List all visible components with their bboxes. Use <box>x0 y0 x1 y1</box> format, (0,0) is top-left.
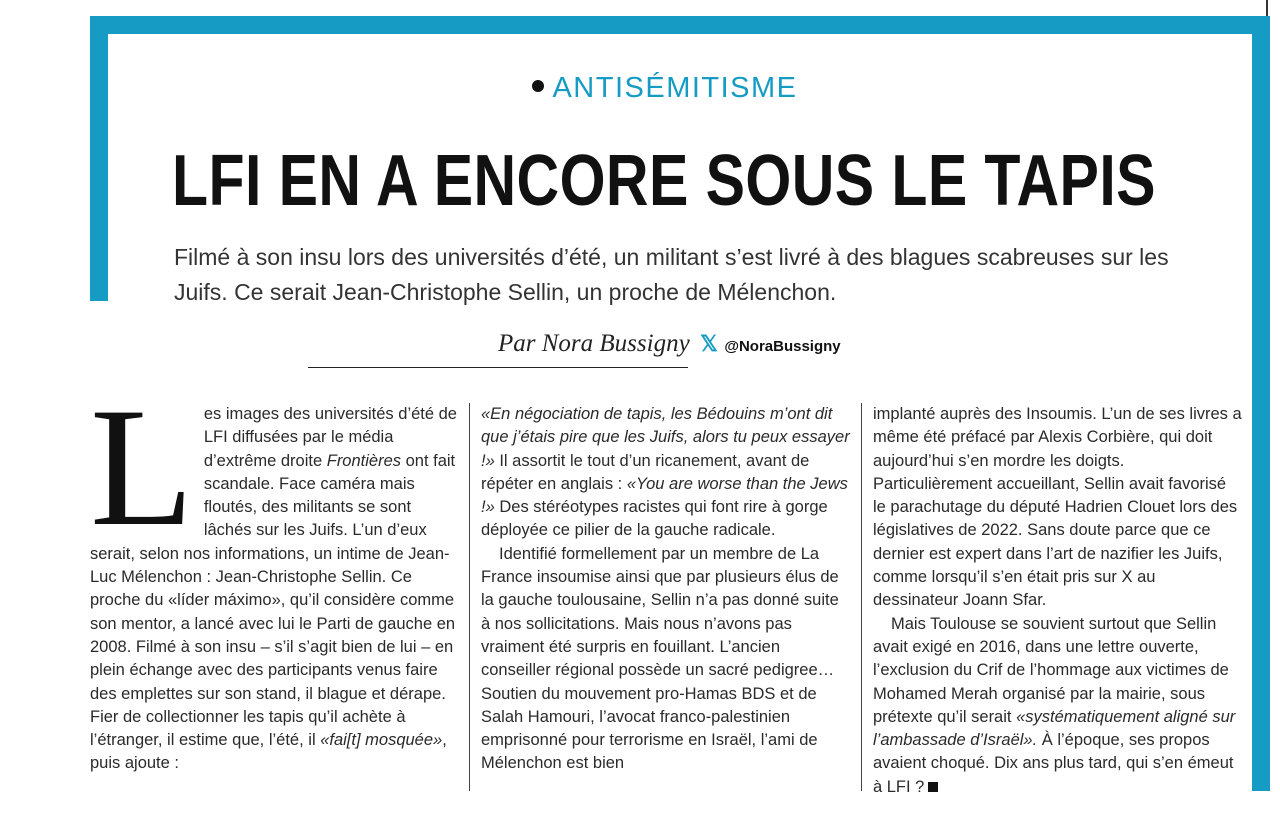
quote: «systématiquement aligné sur l’ambassade d’Israël». <box>873 707 1236 750</box>
article-column-3 <box>873 403 1243 799</box>
column-divider <box>469 403 470 791</box>
byline-rule <box>308 367 688 368</box>
headline: LFI EN A ENCORE SOUS LE TAPIS <box>172 141 1156 221</box>
quote: «You are worse than the Jews !» <box>481 474 848 517</box>
drop-cap: L <box>90 373 194 561</box>
paragraph <box>481 543 851 776</box>
bullet-icon <box>532 80 544 92</box>
paragraph <box>481 403 851 543</box>
byline-author: Par Nora Bussigny <box>498 330 690 357</box>
frame-right-bar <box>1252 16 1270 791</box>
text-run: À l’époque, ses propos avaient choqué. Dix ans plus tard, qui s’en émeut à LFI ? <box>873 731 1234 796</box>
text-run: Il assortit le tout d’un ricanement, avant de répéter en anglais : <box>481 451 810 493</box>
section-rubric <box>0 72 1280 105</box>
x-logo-icon: 𝕏 <box>700 331 718 356</box>
text-run: Identifié formellement par un membre de La France insoumise ainsi que par plusieurs élus de la gauche toulousaine, Sellin n’a pas donné suite à nos sollicitations. Mais nous n’avons pas vraiment été surpris en fouillant. L’ancien conseiller régional possède un sacré pedigree… Soutien du mouvement pro-Hamas BDS et de Salah Hamouri, l’avocat franco-palestinien emprisonné pour terrorisme en Israël, l’ami de Mélenchon est bien <box>481 544 839 773</box>
frame-left-bar <box>90 16 108 301</box>
paragraph: implanté auprès des Insoumis. L’un de ses livres a même été préfacé par Alexis Corbière, qui doit aujourd’hui s’en mordre les doigts. Particulièrement accueillant, Sellin avait favorisé le parachutage du député Hadrien Clouet lors des législatives de 2022. Sans doute parce que ce dernier est expert dans l’art de nazifier les Juifs, comme lorsqu’il s’en était pris sur X au dessinateur Joann Sfar. <box>873 405 1242 610</box>
text-run: , puis ajoute : <box>90 731 447 773</box>
column-divider <box>861 403 862 791</box>
publication-name: Frontières <box>326 451 402 470</box>
text-run: es images des universités d’été de LFI diffusées par le média d’extrême droite <box>203 405 457 470</box>
page-edge-line <box>1266 0 1268 16</box>
twitter-handle: @NoraBussigny <box>724 338 841 355</box>
end-mark-icon <box>928 782 938 792</box>
text-run: Des stéréotypes racistes qui font rire à gorge déployée ce pilier de la gauche radicale. <box>481 498 828 540</box>
paragraph <box>873 613 1243 799</box>
quote: «fai[t] mosquée» <box>320 731 443 750</box>
paragraph <box>90 373 460 776</box>
quote: «En négociation de tapis, les Bédouins m’ont dit que j’étais pire que les Juifs, alors tu peux essayer !» <box>481 405 850 470</box>
byline <box>498 330 841 358</box>
frame-top-bar <box>90 16 1270 34</box>
standfirst: Filmé à son insu lors des universités d’été, un militant s’est livré à des blagues scabreuses sur les Juifs. Ce serait Jean-Christophe Sellin, un proche de Mélenchon. <box>174 244 1169 305</box>
text-run: Mais Toulouse se souvient surtout que Sellin avait exigé en 2016, dans une lettre ouverte, l’exclusion du Crif de l’hommage aux victimes de Mohamed Merah organisé par la mairie, sous prétexte qu’il serait <box>873 614 1229 726</box>
article-column-2 <box>481 403 851 776</box>
text-run: ont fait scandale. Face caméra mais floutés, des militants se sont lâchés sur les Juifs. L’un d’eux serait, selon nos informations, un intime de Jean-Luc Mélenchon : Jean-Christophe Sellin. Ce proche du «líder máximo», qu’il considère comme son mentor, a lancé avec lui le Parti de gauche en 2008. Filmé à son insu – s’il s’agit bien de lui – en plein échange avec des participants venus faire des emplettes sur son stand, il blague et dérape. Fier de collectionner les tapis qu’il achète à l’étranger, il estime que, l’été, il <box>90 451 456 750</box>
rubric-label: ANTISÉMITISME <box>552 72 798 104</box>
article-column-1 <box>90 373 460 776</box>
